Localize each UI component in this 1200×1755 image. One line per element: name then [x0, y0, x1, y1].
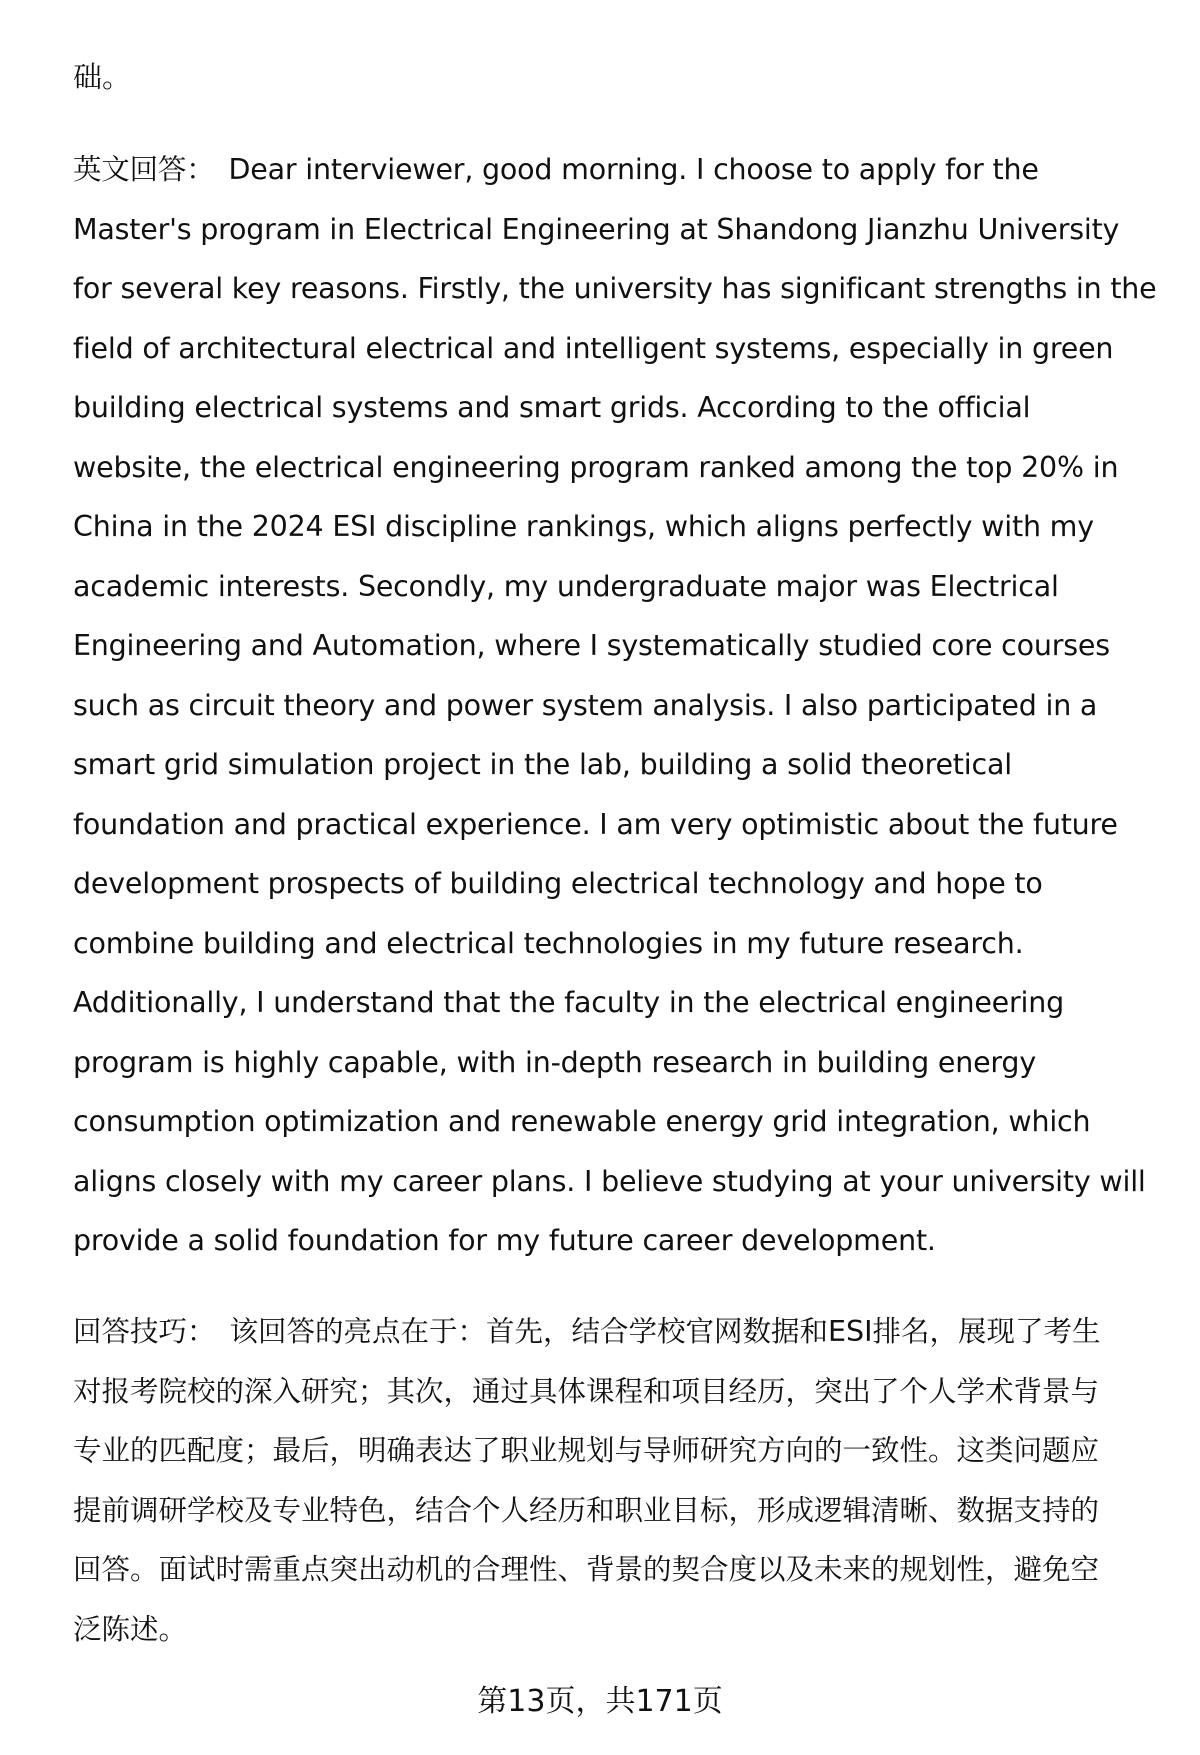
- text-line: such as circuit theory and power system analysis. I also participated in a: [73, 688, 1098, 722]
- english-answer-label: 英文回答：: [73, 153, 215, 186]
- text-line: building electrical systems and smart grids. According to the official: [73, 391, 1031, 424]
- text-line: 回答。面试时需重点突出动机的合理性、背景的契合度以及未来的规划性，避免空: [73, 1553, 1100, 1586]
- text-line: [73, 1302, 1163, 1362]
- text-line: [73, 140, 1163, 200]
- text-line: Master's program in Electrical Engineering at Shandong Jianzhu University: [73, 212, 1120, 246]
- text-line: development prospects of building electrical technology and hope to: [73, 867, 1043, 900]
- text-line: 提前调研学校及专业特色，结合个人经历和职业目标，形成逻辑清晰、数据支持的: [73, 1493, 1100, 1527]
- text-line: smart grid simulation project in the lab, building a solid theoretical: [73, 748, 1012, 781]
- text-line: Additionally, I understand that the faculty in the electrical engineering: [73, 986, 1064, 1019]
- text-line: China in the 2024 ESI discipline rankings, which aligns perfectly with my: [73, 510, 1094, 543]
- page-number: 第13页，共171页: [477, 1684, 723, 1719]
- text-line: combine building and electrical technologies in my future research.: [73, 926, 1024, 960]
- text-line: provide a solid foundation for my future career development.: [73, 1224, 936, 1257]
- text-line: 泛陈述。: [73, 1612, 188, 1646]
- continuation-text: [73, 48, 1163, 108]
- text-line: for several key reasons. Firstly, the university has significant strengths in the: [73, 272, 1157, 305]
- text-line: 专业的匹配度；最后，明确表达了职业规划与导师研究方向的一致性。这类问题应: [73, 1434, 1100, 1467]
- text-line: foundation and practical experience. I am very optimistic about the future: [73, 807, 1118, 841]
- text-line: field of architectural electrical and intelligent systems, especially in green: [73, 331, 1114, 365]
- text-line: aligns closely with my career plans. I believe studying at your university will: [73, 1164, 1146, 1198]
- tips-paragraph: [73, 1302, 1163, 1659]
- text-line-content: 该回答的亮点在于：首先，结合学校官网数据和ESI排名，展现了考生: [229, 1315, 1101, 1348]
- english-answer-paragraph: [73, 140, 1163, 1271]
- tips-label: 回答技巧：: [73, 1315, 216, 1348]
- text-line: academic interests. Secondly, my undergraduate major was Electrical: [73, 569, 1059, 603]
- text-line: consumption optimization and renewable energy grid integration, which: [73, 1105, 1091, 1138]
- text-line: website, the electrical engineering program ranked among the top 20% in: [73, 450, 1119, 484]
- text-line: 础。: [73, 60, 132, 94]
- text-line: Engineering and Automation, where I systematically studied core courses: [73, 629, 1110, 662]
- text-line: program is highly capable, with in-depth research in building energy: [73, 1045, 1036, 1079]
- text-line: 对报考院校的深入研究；其次，通过具体课程和项目经历，突出了个人学术背景与: [73, 1374, 1100, 1408]
- text-line-content: Dear interviewer, good morning. I choose to apply for the: [228, 153, 1039, 186]
